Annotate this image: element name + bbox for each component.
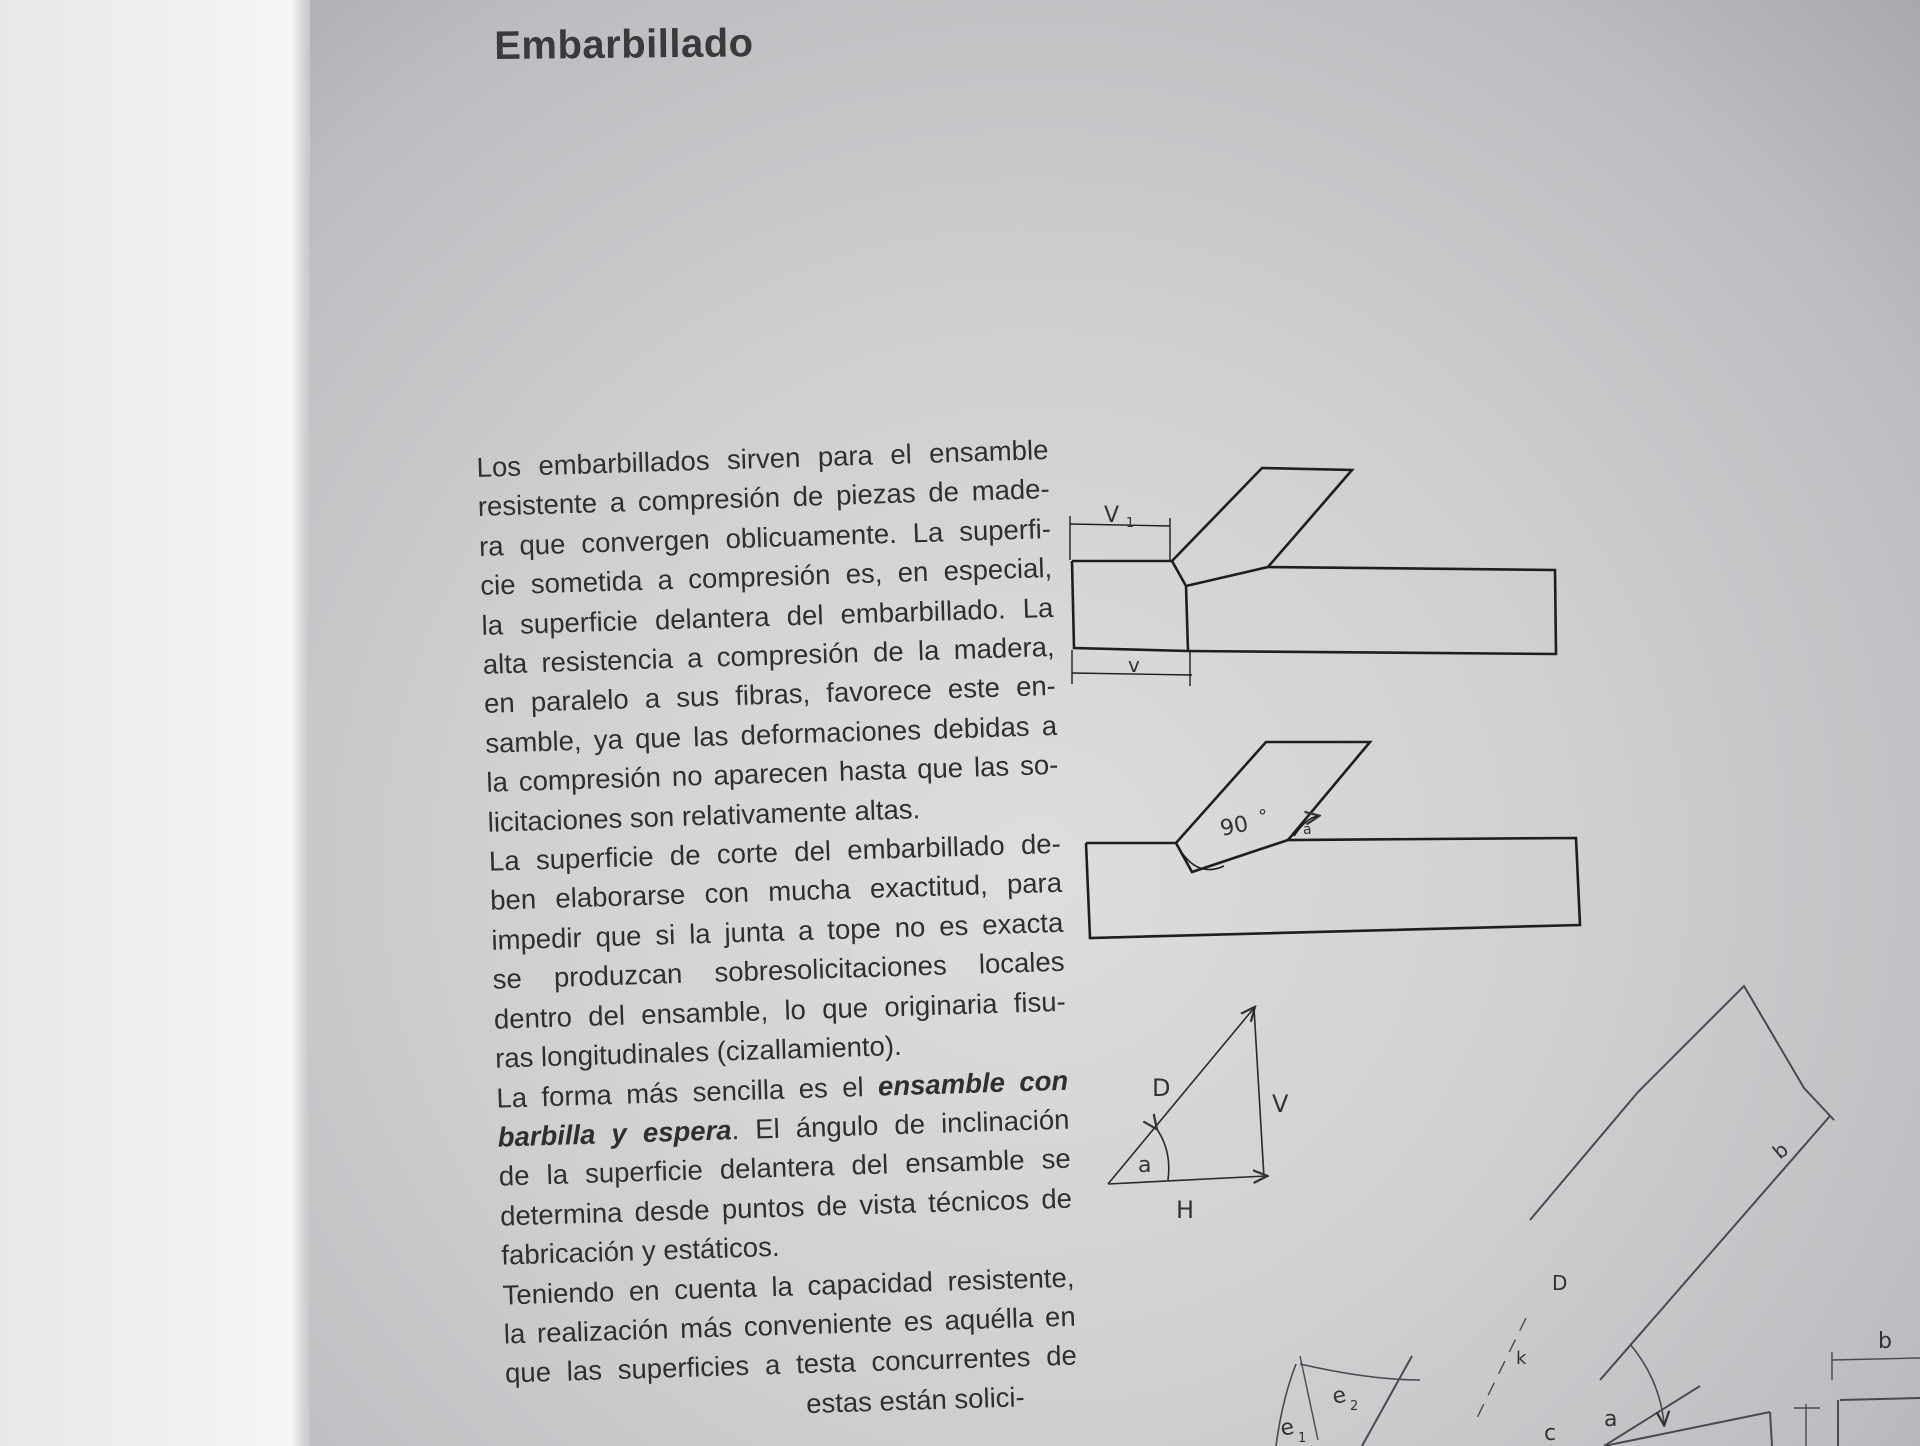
text-line: ras longitudinales (cizallamiento). (494, 1030, 903, 1074)
emphasis-text: barbilla y espera (497, 1114, 732, 1153)
emphasis-text: ensamble con (877, 1064, 1069, 1102)
text-line: de la superficie delantera del ensamble se (498, 1142, 1072, 1192)
text-line: licitaciones son relativamente altas. (487, 792, 921, 838)
text-line: resistente a compresión de piezas de made- (477, 473, 1051, 523)
label-c: c (1544, 1421, 1557, 1446)
label-alpha-2: a (1604, 1407, 1618, 1432)
text-line: La superficie de corte del embarbillado de- (488, 827, 1062, 877)
text-line: en paralelo a sus fibras, favorece este en- (483, 670, 1057, 720)
figure-inclined-joint (1276, 986, 1920, 1446)
text-line: ra que convergen oblicuamente. La superfi- (478, 512, 1052, 562)
label-e1: e (1278, 1414, 1297, 1442)
text-line: la realización más conveniente es aquélla en (503, 1300, 1077, 1350)
text-fragment: La forma más sencilla es el (495, 1070, 879, 1114)
text-line: determina desde puntos de vista técnicos de (499, 1182, 1073, 1232)
text-line: la compresión no aparecen hasta que las so- (486, 749, 1059, 799)
text-line: impedir que si la junta a tope no es exacta (490, 906, 1064, 956)
label-e1-sub: 1 (1298, 1431, 1307, 1446)
text-line: que las superficies a testa concurrentes de (504, 1339, 1078, 1389)
figure-force-triangle (1108, 1008, 1266, 1184)
label-b: b (1878, 1329, 1892, 1354)
label-d: D (1152, 1074, 1171, 1102)
label-v1-sub: 1 (1126, 516, 1135, 531)
text-line: fabricación y estáticos. (500, 1230, 780, 1271)
text-line: dentro del ensamble, lo que originaria fisu- (493, 985, 1067, 1035)
text-line: samble, ya que las deformaciones debidas a (484, 709, 1058, 759)
label-v-force: V (1272, 1090, 1289, 1118)
text-fragment: . El ángulo de inclinación (731, 1103, 1070, 1146)
label-degree: ° (1258, 806, 1267, 827)
label-k: k (1516, 1348, 1527, 1369)
text-line: se produzcan sobresolicitaciones locales (492, 946, 1065, 996)
text-line: Teniendo en cuenta la capacidad resistente, (502, 1261, 1075, 1311)
page-title: Embarbillado (494, 21, 754, 68)
text-line: ben elaborarse con mucha exactitud, para (489, 867, 1063, 917)
figure-right-angle-cut (1086, 742, 1580, 938)
label-v1: V (1104, 503, 1120, 528)
text-line: estas están solici- (805, 1380, 1026, 1419)
label-e2-sub: 2 (1350, 1399, 1359, 1414)
label-90: 90 (1218, 811, 1251, 842)
text-line: la superficie delantera del embarbillado. La (481, 591, 1054, 641)
text-line: alta resistencia a compresión de la madera, (482, 630, 1056, 680)
text-line: Los embarbillados sirven para el ensamble (476, 434, 1049, 483)
figure-joint-dimensions (1070, 468, 1556, 686)
label-h: H (1176, 1196, 1195, 1224)
label-v: v (1128, 653, 1140, 677)
label-e2: e (1330, 1382, 1349, 1410)
label-alpha-small: a (1303, 822, 1312, 838)
label-d-faint: D (1552, 1271, 1568, 1295)
text-line: cie sometida a compresión es, en especial, (479, 552, 1053, 602)
label-alpha: a (1138, 1153, 1152, 1178)
label-b-faint: b (1767, 1137, 1793, 1164)
